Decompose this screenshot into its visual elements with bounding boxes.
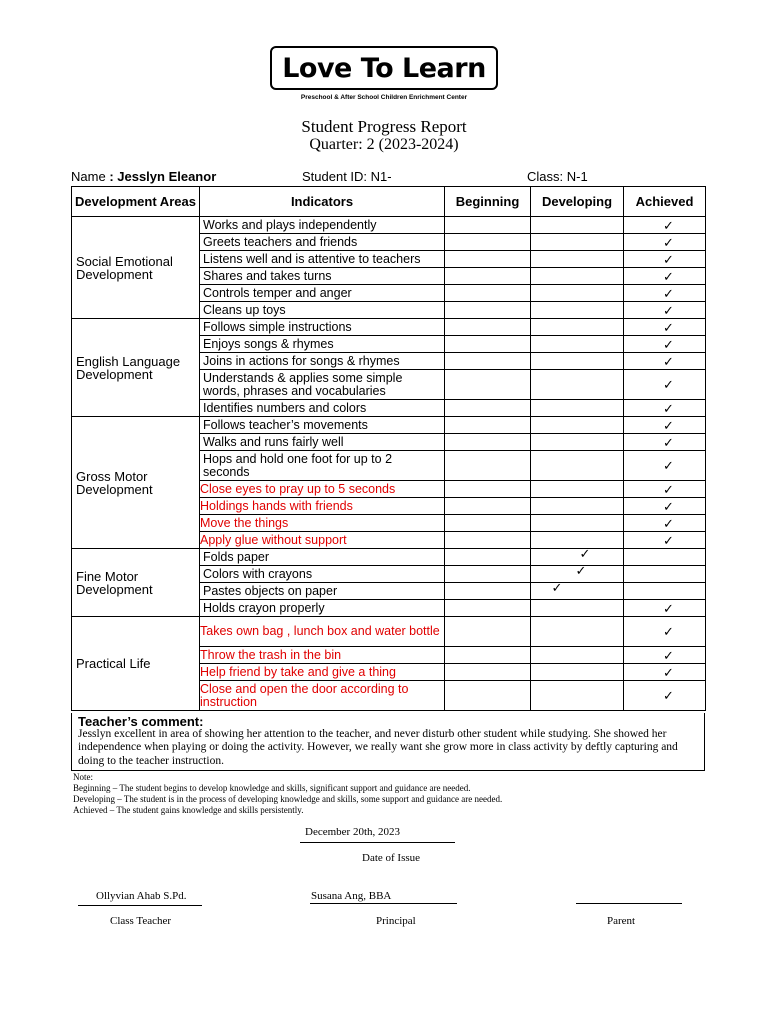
cell-beginning bbox=[445, 400, 531, 417]
cell-achieved bbox=[624, 498, 706, 515]
cell-developing bbox=[531, 417, 624, 434]
col-areas: Development Areas bbox=[72, 187, 200, 217]
indicator: Throw the trash in the bin bbox=[200, 647, 445, 664]
check-mark: ✓ bbox=[663, 285, 674, 301]
comment-title: Teacher’s comment: bbox=[78, 714, 204, 729]
cell-achieved bbox=[624, 583, 706, 600]
cell-achieved bbox=[624, 319, 706, 336]
notes bbox=[73, 772, 502, 816]
cell-beginning bbox=[445, 217, 531, 234]
indicator: Close eyes to pray up to 5 seconds bbox=[200, 481, 445, 498]
cell-beginning bbox=[445, 481, 531, 498]
development-area: Social Emotional Development bbox=[72, 217, 200, 319]
cell-achieved bbox=[624, 681, 706, 711]
table-header bbox=[72, 187, 706, 217]
cell-beginning bbox=[445, 434, 531, 451]
indicator: Pastes objects on paper bbox=[200, 583, 445, 600]
logo-subtitle: Preschool & After School Children Enrichment Center bbox=[300, 94, 468, 101]
check-mark: ✓ bbox=[663, 353, 674, 369]
cell-achieved bbox=[624, 664, 706, 681]
cell-developing bbox=[531, 217, 624, 234]
cell-achieved bbox=[624, 617, 706, 647]
indicator: Holdings hands with friends bbox=[200, 498, 445, 515]
development-area: Fine Motor Development bbox=[72, 549, 200, 617]
check-mark: ✓ bbox=[663, 234, 674, 250]
check-mark: ✓ bbox=[663, 400, 674, 416]
indicator: Follows teacher’s movements bbox=[200, 417, 445, 434]
check-mark: ✓ bbox=[663, 217, 674, 233]
note-developing: Developing – The student is in the process of developing knowledge and skills, some support and guidance are needed. bbox=[73, 794, 503, 804]
cell-developing bbox=[531, 434, 624, 451]
cell-achieved bbox=[624, 532, 706, 549]
indicator: Takes own bag , lunch box and water bottle bbox=[200, 617, 445, 647]
student-id: Student ID: N1- bbox=[302, 169, 392, 184]
cell-developing bbox=[531, 370, 624, 400]
check-mark: ✓ bbox=[663, 532, 674, 548]
cell-developing bbox=[531, 532, 624, 549]
cell-developing bbox=[531, 319, 624, 336]
cell-beginning bbox=[445, 664, 531, 681]
indicator: Understands & applies some simple words, phrases and vocabularies bbox=[200, 370, 445, 400]
teacher-comment bbox=[71, 713, 705, 771]
cell-developing bbox=[531, 579, 624, 600]
cell-developing bbox=[531, 251, 624, 268]
indicator: Joins in actions for songs & rhymes bbox=[200, 353, 445, 370]
cell-achieved bbox=[624, 481, 706, 498]
indicator: Greets teachers and friends bbox=[200, 234, 445, 251]
cell-achieved bbox=[624, 285, 706, 302]
cell-beginning bbox=[445, 566, 531, 583]
cell-achieved bbox=[624, 370, 706, 400]
principal-name: Susana Ang, BBA bbox=[311, 890, 392, 902]
indicator: Walks and runs fairly well bbox=[200, 434, 445, 451]
cell-achieved bbox=[624, 566, 706, 583]
check-mark: ✓ bbox=[663, 319, 674, 335]
cell-developing bbox=[531, 498, 624, 515]
check-mark: ✓ bbox=[663, 251, 674, 267]
cell-developing bbox=[531, 285, 624, 302]
check-mark: ✓ bbox=[575, 562, 587, 578]
indicator: Controls temper and anger bbox=[200, 285, 445, 302]
table-row bbox=[72, 417, 706, 434]
cell-achieved bbox=[624, 336, 706, 353]
teacher-line bbox=[78, 905, 202, 906]
issue-date: December 20th, 2023 bbox=[305, 826, 400, 838]
cell-beginning bbox=[445, 498, 531, 515]
check-mark: ✓ bbox=[663, 664, 674, 680]
cell-achieved bbox=[624, 647, 706, 664]
cell-beginning bbox=[445, 647, 531, 664]
cell-achieved bbox=[624, 515, 706, 532]
check-mark: ✓ bbox=[663, 481, 674, 497]
cell-beginning bbox=[445, 515, 531, 532]
note-beginning: Beginning – The student begins to develop knowledge and skills, significant support and guidance are needed. bbox=[73, 783, 471, 793]
col-indicators: Indicators bbox=[200, 187, 445, 217]
col-developing: Developing bbox=[531, 187, 624, 217]
cell-developing bbox=[531, 451, 624, 481]
development-area: Gross Motor Development bbox=[72, 417, 200, 549]
teacher-role: Class Teacher bbox=[110, 915, 172, 927]
cell-achieved bbox=[624, 549, 706, 566]
cell-achieved bbox=[624, 400, 706, 417]
issue-label: Date of Issue bbox=[362, 852, 421, 864]
note-achieved: Achieved – The student gains knowledge and skills persistently. bbox=[73, 805, 304, 815]
check-mark: ✓ bbox=[551, 579, 563, 595]
check-mark: ✓ bbox=[663, 434, 674, 450]
check-mark: ✓ bbox=[663, 498, 674, 514]
development-area: Practical Life bbox=[72, 617, 200, 711]
cell-developing bbox=[531, 600, 624, 617]
cell-achieved bbox=[624, 417, 706, 434]
cell-achieved bbox=[624, 234, 706, 251]
indicator: Works and plays independently bbox=[200, 217, 445, 234]
cell-achieved bbox=[624, 302, 706, 319]
cell-beginning bbox=[445, 251, 531, 268]
cell-achieved bbox=[624, 434, 706, 451]
indicator: Holds crayon properly bbox=[200, 600, 445, 617]
table-row bbox=[72, 319, 706, 336]
check-mark: ✓ bbox=[663, 647, 674, 663]
col-beginning: Beginning bbox=[445, 187, 531, 217]
cell-beginning bbox=[445, 370, 531, 400]
cell-beginning bbox=[445, 532, 531, 549]
note-label: Note: bbox=[73, 772, 93, 782]
check-mark: ✓ bbox=[663, 600, 674, 616]
indicator: Listens well and is attentive to teachers bbox=[200, 251, 445, 268]
cell-beginning bbox=[445, 600, 531, 617]
check-mark: ✓ bbox=[663, 336, 674, 352]
indicator: Colors with crayons bbox=[200, 566, 445, 583]
cell-beginning bbox=[445, 681, 531, 711]
cell-developing bbox=[531, 336, 624, 353]
check-mark: ✓ bbox=[663, 458, 674, 473]
indicator: Cleans up toys bbox=[200, 302, 445, 319]
parent-role: Parent bbox=[607, 915, 636, 927]
cell-developing bbox=[531, 234, 624, 251]
cell-beginning bbox=[445, 353, 531, 370]
indicator: Follows simple instructions bbox=[200, 319, 445, 336]
cell-developing bbox=[531, 353, 624, 370]
cell-beginning bbox=[445, 617, 531, 647]
cell-developing bbox=[531, 562, 624, 583]
cell-achieved bbox=[624, 451, 706, 481]
check-mark: ✓ bbox=[663, 377, 674, 392]
table-row bbox=[72, 617, 706, 647]
cell-beginning bbox=[445, 319, 531, 336]
cell-developing bbox=[531, 481, 624, 498]
progress-table bbox=[71, 186, 706, 711]
development-area: English Language Development bbox=[72, 319, 200, 417]
check-mark: ✓ bbox=[663, 417, 674, 433]
check-mark: ✓ bbox=[663, 688, 674, 703]
cell-developing bbox=[531, 681, 624, 711]
cell-beginning bbox=[445, 549, 531, 566]
issue-line bbox=[300, 842, 455, 843]
indicator: Close and open the door according to instruction bbox=[200, 681, 445, 711]
cell-beginning bbox=[445, 417, 531, 434]
check-mark: ✓ bbox=[663, 268, 674, 284]
cell-developing bbox=[531, 302, 624, 319]
cell-achieved bbox=[624, 217, 706, 234]
table-row bbox=[72, 217, 706, 234]
cell-achieved bbox=[624, 353, 706, 370]
school-logo bbox=[262, 42, 506, 114]
cell-beginning bbox=[445, 285, 531, 302]
indicator: Identifies numbers and colors bbox=[200, 400, 445, 417]
teacher-name: Ollyvian Ahab S.Pd. bbox=[96, 890, 187, 902]
report-title: Student Progress Report bbox=[301, 117, 467, 136]
check-mark: ✓ bbox=[663, 515, 674, 531]
comment-text: Jesslyn excellent in area of showing her attention to the teacher, and never disturb other student while studying. She showed her independence when playing or doing the activity. However, we really want she grow more in class activity by deftly capturing and doing to the teacher instruction. bbox=[78, 728, 678, 767]
indicator: Shares and takes turns bbox=[200, 268, 445, 285]
cell-achieved bbox=[624, 268, 706, 285]
cell-achieved bbox=[624, 600, 706, 617]
indicator: Apply glue without support bbox=[200, 532, 445, 549]
cell-developing bbox=[531, 617, 624, 647]
cell-beginning bbox=[445, 302, 531, 319]
quarter: Quarter: 2 (2023-2024) bbox=[309, 136, 459, 153]
cell-beginning bbox=[445, 583, 531, 600]
logo-text: Love To Learn bbox=[270, 46, 498, 90]
cell-beginning bbox=[445, 336, 531, 353]
student-class: Class: N-1 bbox=[527, 169, 588, 184]
indicator: Enjoys songs & rhymes bbox=[200, 336, 445, 353]
table-row bbox=[72, 549, 706, 566]
cell-developing bbox=[531, 664, 624, 681]
indicator: Move the things bbox=[200, 515, 445, 532]
cell-beginning bbox=[445, 451, 531, 481]
cell-developing bbox=[531, 647, 624, 664]
cell-developing bbox=[531, 515, 624, 532]
parent-line bbox=[576, 903, 682, 904]
check-mark: ✓ bbox=[663, 624, 674, 639]
cell-developing bbox=[531, 268, 624, 285]
indicator: Hops and hold one foot for up to 2 seconds bbox=[200, 451, 445, 481]
principal-role: Principal bbox=[376, 915, 416, 927]
check-mark: ✓ bbox=[663, 302, 674, 318]
indicator: Folds paper bbox=[200, 549, 445, 566]
cell-beginning bbox=[445, 234, 531, 251]
check-mark: ✓ bbox=[579, 545, 591, 561]
cell-beginning bbox=[445, 268, 531, 285]
student-name: Name : Jesslyn Eleanor bbox=[71, 169, 217, 184]
principal-line bbox=[310, 903, 457, 904]
indicator: Help friend by take and give a thing bbox=[200, 664, 445, 681]
cell-achieved bbox=[624, 251, 706, 268]
col-achieved: Achieved bbox=[624, 187, 706, 217]
cell-developing bbox=[531, 400, 624, 417]
